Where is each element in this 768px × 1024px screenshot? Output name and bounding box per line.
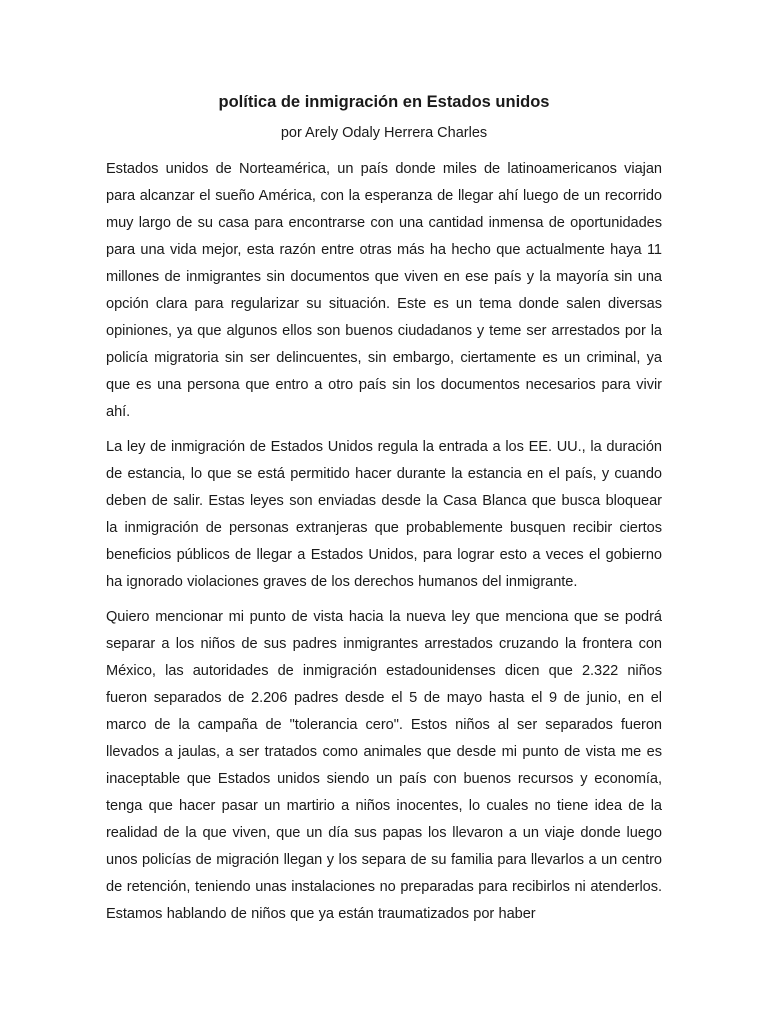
paragraph-2: La ley de inmigración de Estados Unidos regula la entrada a los EE. UU., la duración de estancia, lo que se está permitido hacer durante la estancia en el país, y cuando deben de salir. Estas leyes son enviadas desde la Casa Blanca que busca bloquear la inmigración de personas extranjeras que probablemente busquen recibir ciertos beneficios públicos de llegar a Estados Unidos, para lograr esto a veces el gobierno ha ignorado violaciones graves de los derechos humanos del inmigrante. bbox=[106, 439, 662, 590]
paragraph-3: Quiero mencionar mi punto de vista hacia la nueva ley que menciona que se podrá separar a los niños de sus padres inmigrantes arrestados cruzando la frontera con México, las autoridades de inmigración estadounidenses dicen que 2.322 niños fueron separados de 2.206 padres desde el 5 de mayo hasta el 9 de junio, en el marco de la campaña de "tolerancia cero". Estos niños al ser separados fueron llevados a jaulas, a ser tratados como animales que desde mi punto de vista me es inaceptable que Estados unidos siendo un país con buenos recursos y economía, tenga que hacer pasar un martirio a niños inocentes, lo cuales no tiene idea de la realidad de la que viven, que un día sus papas los llevaron a un viaje donde luego unos policías de migración llegan y los separa de su familia para llevarlos a un centro de retención, teniendo unas instalaciones no preparadas para recibirlos ni atenderlos. Estamos hablando de niños que ya están traumatizados por haber bbox=[106, 609, 662, 922]
document-title: política de inmigración en Estados unidos bbox=[218, 93, 550, 111]
document-page bbox=[106, 88, 662, 928]
paragraph-1: Estados unidos de Norteamérica, un país donde miles de latinoamericanos viajan para alcanzar el sueño América, con la esperanza de llegar ahí luego de un recorrido muy largo de su casa para encontrarse con una cantidad inmensa de oportunidades para una vida mejor, esta razón entre otras más ha hecho que actualmente haya 11 millones de inmigrantes sin documentos que viven en ese país y la mayoría sin una opción clara para regularizar su situación. Este es un tema donde salen diversas opiniones, ya que algunos ellos son buenos ciudadanos y teme ser arrestados por la policía migratoria sin ser delincuentes, sin embargo, ciertamente es un criminal, ya que es una persona que entro a otro país sin los documentos necesarios para vivir ahí. bbox=[106, 161, 662, 420]
document-author: por Arely Odaly Herrera Charles bbox=[280, 125, 488, 141]
